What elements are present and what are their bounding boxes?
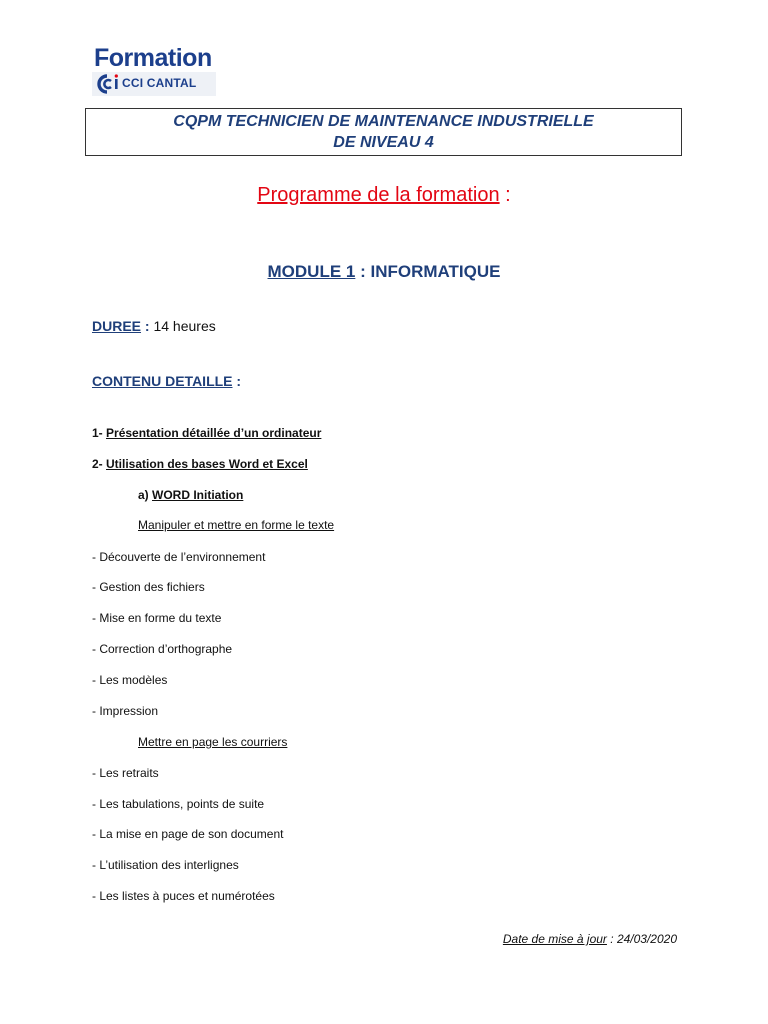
sub2-title: Mettre en page les courriers (138, 735, 288, 749)
programme-label: Programme de la formation (257, 184, 500, 206)
update-date (503, 932, 677, 946)
formation-cci-logo (92, 44, 216, 96)
cci-logo-icon (94, 73, 120, 95)
course-title-box (85, 108, 682, 156)
list-item: - Impression (92, 704, 159, 718)
contenu-label: CONTENU DETAILLE (92, 373, 233, 389)
list-item: - Découverte de l’environnement (92, 550, 266, 564)
section-1 (92, 426, 321, 440)
subsection-a-num: a) (138, 488, 153, 502)
sub1-title: Manipuler et mettre en forme le texte (138, 518, 335, 532)
list-item: - L’utilisation des interlignes (92, 858, 239, 872)
list-item: - La mise en page de son document (92, 827, 284, 841)
subsection-a (138, 488, 243, 502)
section-2-title: Utilisation des bases Word et Excel (106, 457, 308, 471)
duree-value: 14 heures (149, 318, 216, 334)
contenu-heading (92, 373, 241, 389)
list-item: - Les retraits (92, 766, 159, 780)
list-item: - Les modèles (92, 673, 168, 687)
module-suffix: : INFORMATIQUE (355, 262, 501, 281)
section-2 (92, 457, 308, 471)
logo-sub-band (92, 72, 216, 96)
programme-suffix: : (499, 184, 511, 206)
duree-sep: : (141, 318, 150, 334)
list-item: - Mise en forme du texte (92, 611, 222, 625)
section-1-title: Présentation détaillée d’un ordinateur (106, 426, 322, 440)
course-title-line2: DE NIVEAU 4 (333, 134, 434, 151)
list-item: - Gestion des fichiers (92, 580, 205, 594)
logo-word: Formation (94, 44, 212, 72)
list-item: - Les tabulations, points de suite (92, 797, 265, 811)
section-2-num: 2- (92, 457, 107, 471)
duree-label: DUREE (92, 318, 142, 334)
section-1-num: 1- (92, 426, 107, 440)
course-title-line1: CQPM TECHNICIEN DE MAINTENANCE INDUSTRIELLE (173, 113, 594, 130)
module-label: MODULE 1 (267, 262, 356, 281)
programme-heading (0, 184, 768, 207)
contenu-sep: : (232, 373, 242, 389)
list-item: - Correction d’orthographe (92, 642, 233, 656)
update-date-value: : 24/03/2020 (606, 932, 677, 946)
list-item: - Les listes à puces et numérotées (92, 889, 275, 903)
duree-line (92, 318, 216, 334)
logo-subtext: CCI CANTAL (122, 76, 197, 90)
subsection-a-title: WORD Initiation (152, 488, 244, 502)
module-heading (0, 262, 768, 282)
update-date-label: Date de mise à jour (502, 932, 607, 946)
